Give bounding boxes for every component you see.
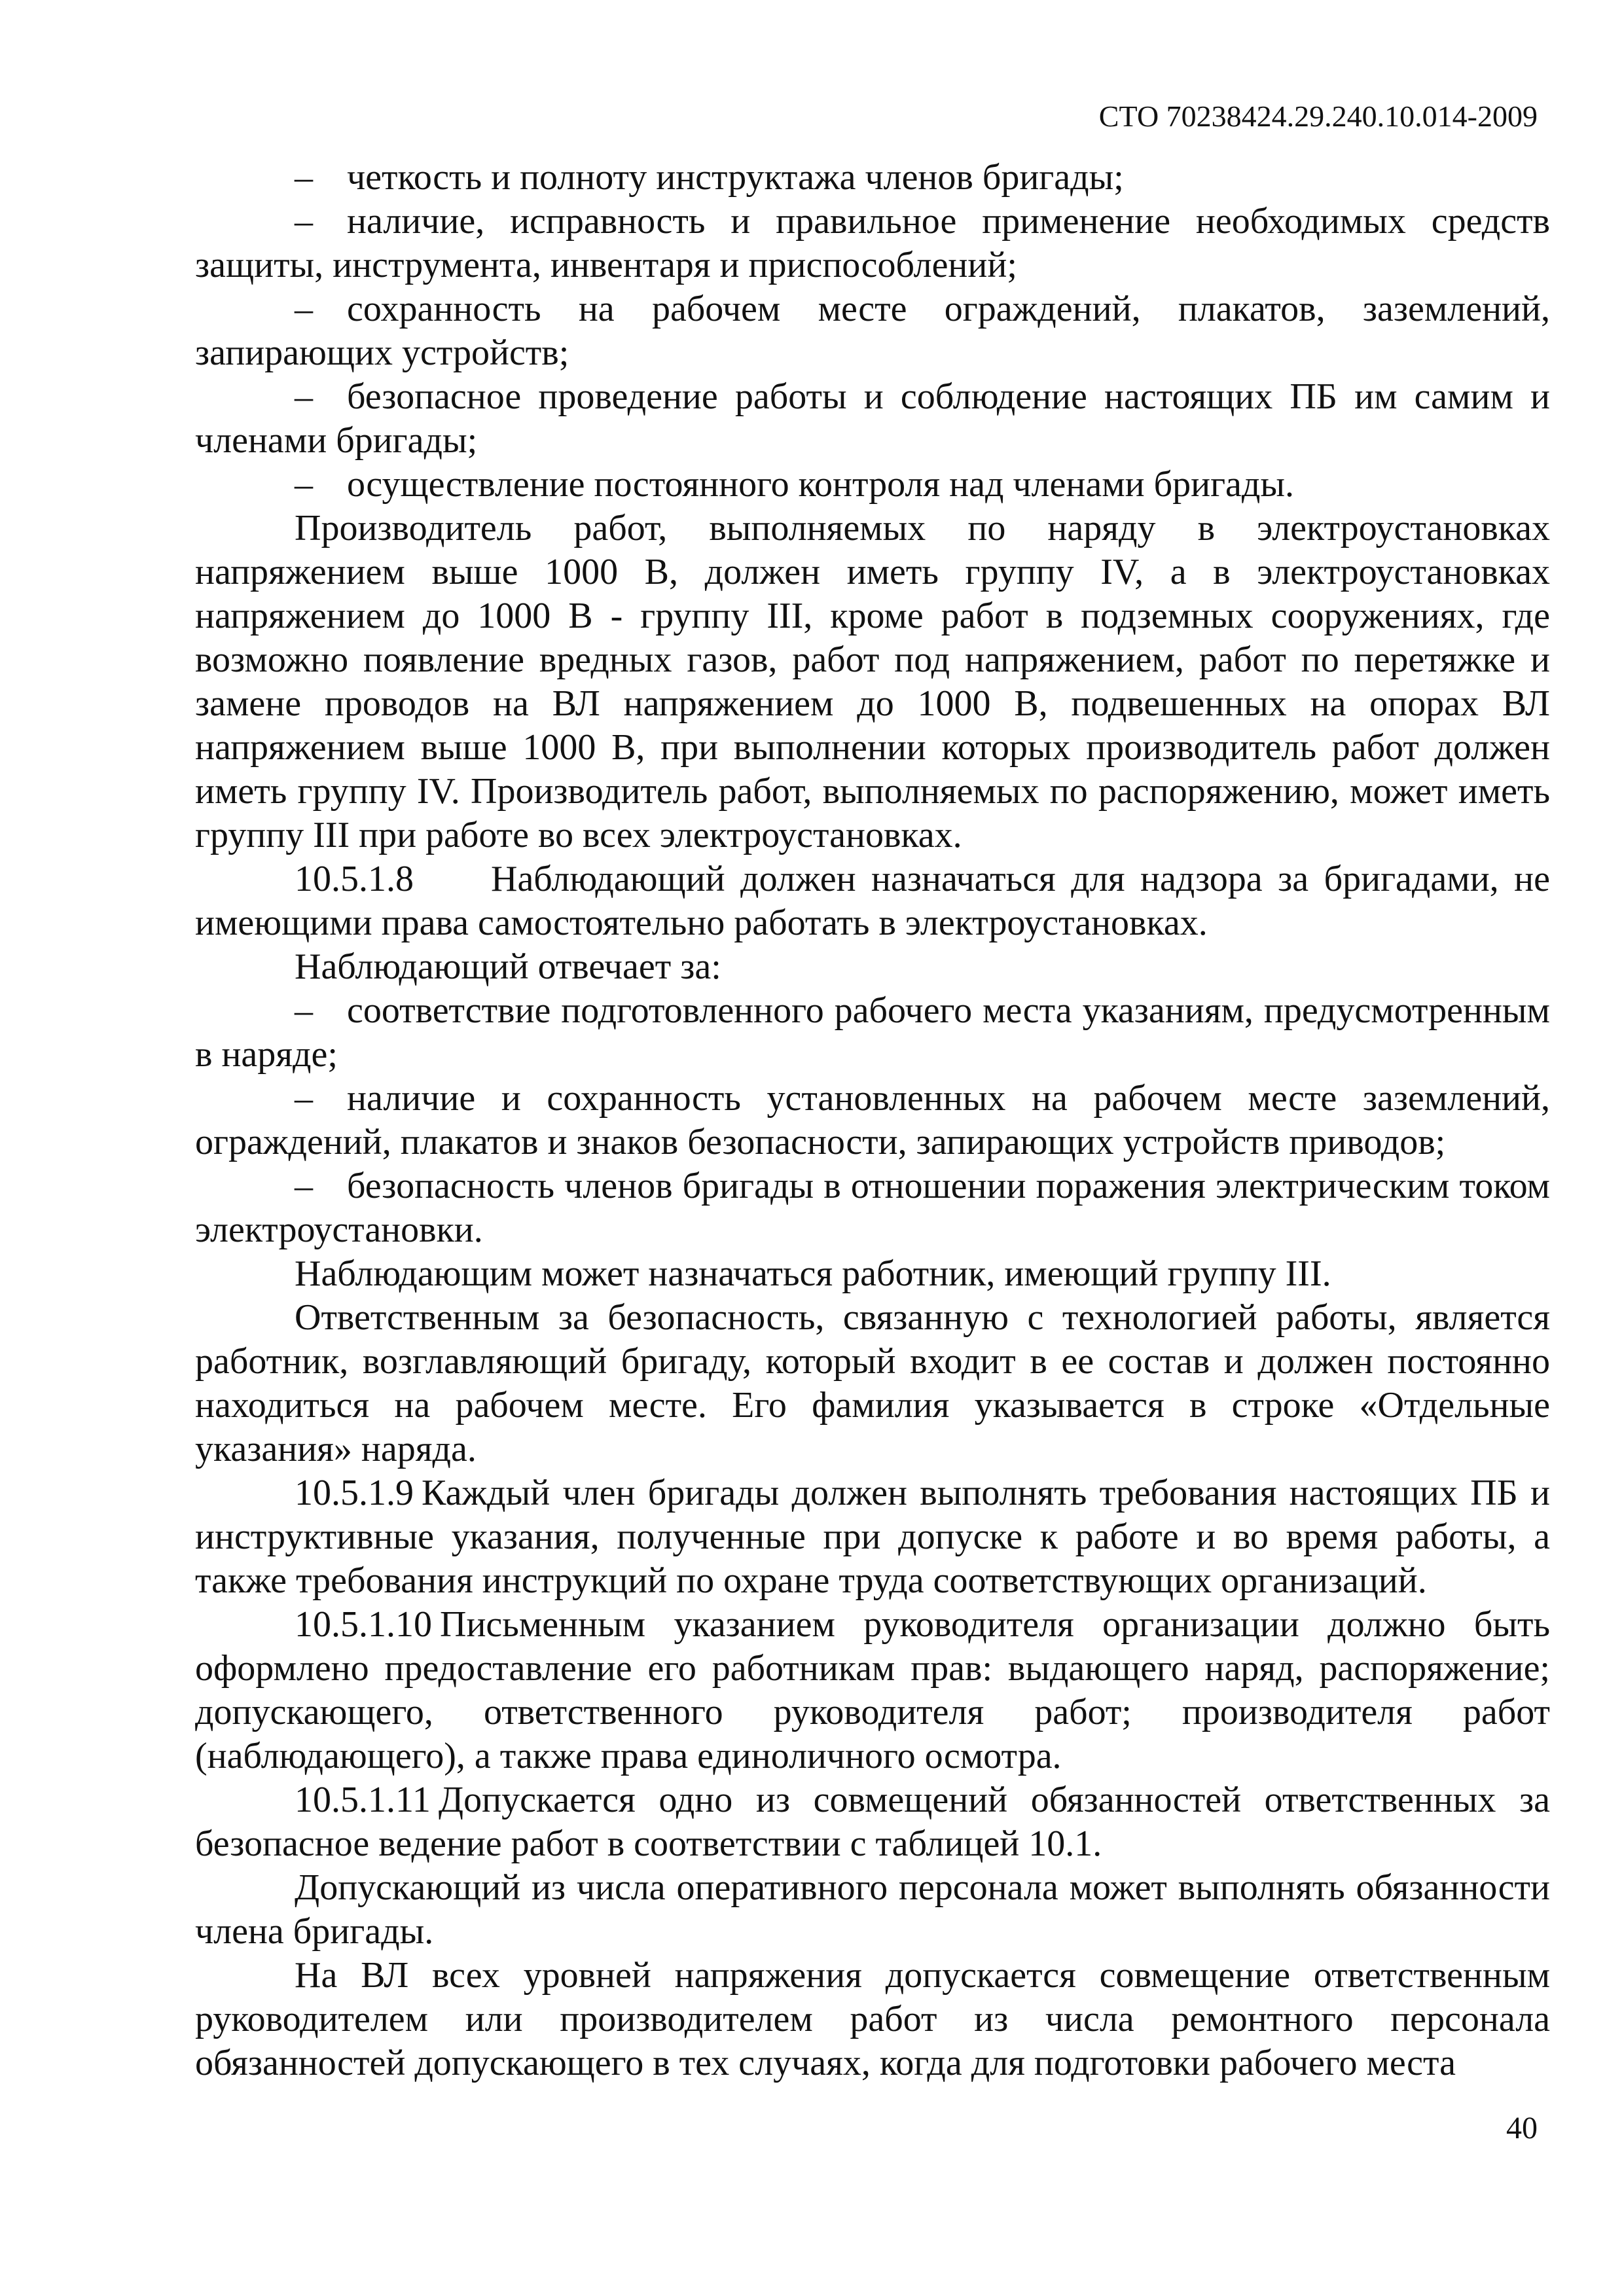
numbered-clause <box>195 1778 1550 1866</box>
numbered-clause <box>195 857 1550 945</box>
list-item <box>195 156 1550 200</box>
list-bullet: – <box>295 201 313 242</box>
numbered-clause <box>195 1603 1550 1778</box>
clause-number: 10.5.1.8 <box>295 859 414 899</box>
page-number: 40 <box>1506 2111 1538 2145</box>
list-item <box>195 1164 1550 1252</box>
paragraph: Ответственным за безопасность, связанную с технологией работы, является работник, возглавляющий бригаду, который входит в ее состав и должен постоянно находиться на рабочем месте. Его фамилия указывается в строке «Отдельные указания» наряда. <box>195 1297 1550 1469</box>
list-item-text: безопасное проведение работы и соблюдение настоящих ПБ им самим и членами бригады; <box>195 376 1550 461</box>
list-item-text: наличие и сохранность установленных на рабочем месте заземлений, ограждений, плакатов и знаков безопасности, запирающих устройств приводов; <box>195 1078 1550 1162</box>
list-bullet: – <box>295 157 313 198</box>
list-item-text: соответствие подготовленного рабочего места указаниям, предусмотренным в наряде; <box>195 990 1550 1075</box>
paragraph: Наблюдающим может назначаться работник, имеющий группу III. <box>295 1253 1331 1294</box>
list-bullet: – <box>295 1166 313 1206</box>
list-item-text: четкость и полноту инструктажа членов бригады; <box>347 157 1124 198</box>
paragraph: На ВЛ всех уровней напряжения допускается совмещение ответственным руководителем или производителем работ из числа ремонтного персонала обязанностей допускающего в тех случаях, когда для подготовки рабочего места <box>195 1955 1550 2083</box>
clause-text: Наблюдающий должен назначаться для надзора за бригадами, не имеющими права самостоятельно работать в электроустановках. <box>195 859 1550 943</box>
document-code-header: СТО 70238424.29.240.10.014-2009 <box>1098 99 1538 133</box>
list-item <box>195 1077 1550 1164</box>
list-bullet: – <box>295 376 313 417</box>
list-item <box>195 375 1550 463</box>
list-item <box>195 200 1550 287</box>
list-item <box>195 287 1550 375</box>
list-item-text: сохранность на рабочем месте ограждений, плакатов, заземлений, запирающих устройств; <box>195 289 1550 373</box>
list-bullet: – <box>295 289 313 329</box>
list-item-text: безопасность членов бригады в отношении поражения электрическим током электроустановки. <box>195 1166 1550 1250</box>
paragraph: Наблюдающий отвечает за: <box>295 946 721 987</box>
paragraph: Допускающий из числа оперативного персонала может выполнять обязанности члена бригады. <box>195 1867 1550 1952</box>
numbered-clause <box>195 1471 1550 1603</box>
clause-number: 10.5.1.9 <box>295 1473 414 1513</box>
document-body <box>195 156 1550 2085</box>
clause-number: 10.5.1.11 <box>295 1780 431 1820</box>
list-bullet: – <box>295 464 313 505</box>
paragraph: Производитель работ, выполняемых по наряду в электроустановках напряжением выше 1000 В, должен иметь группу IV, а в электроустановках напряжением до 1000 В - группу III, кроме работ в подземных сооружениях, где возможно появление вредных газов, работ под напряжением, работ по перетяжке и замене проводов на ВЛ напряжением до 1000 В, подвешенных на опорах ВЛ напряжением выше 1000 В, при выполнении которых производитель работ должен иметь группу IV. Производитель работ, выполняемых по распоряжению, может иметь группу III при работе во всех электроустановках. <box>195 508 1550 855</box>
list-item <box>195 463 1550 507</box>
list-item-text: наличие, исправность и правильное применение необходимых средств защиты, инструмента, инвентаря и приспособлений; <box>195 201 1550 285</box>
list-bullet: – <box>295 1078 313 1119</box>
list-item <box>195 989 1550 1077</box>
list-item-text: осуществление постоянного контроля над членами бригады. <box>347 464 1295 505</box>
clause-text: Допускается одно из совмещений обязанностей ответственных за безопасное ведение работ в соответствии с таблицей 10.1. <box>195 1780 1550 1864</box>
clause-text: Письменным указанием руководителя организации должно быть оформлено предоставление его работникам прав: выдающего наряд, распоряжение; допускающего, ответственного руководителя работ; производителя работ (наблюдающего), а также права единоличного осмотра. <box>195 1604 1550 1776</box>
list-bullet: – <box>295 990 313 1031</box>
clause-number: 10.5.1.10 <box>295 1604 432 1645</box>
clause-text: Каждый член бригады должен выполнять требования настоящих ПБ и инструктивные указания, полученные при допуске к работе и во время работы, а также требования инструкций по охране труда соответствующих организаций. <box>195 1473 1550 1601</box>
